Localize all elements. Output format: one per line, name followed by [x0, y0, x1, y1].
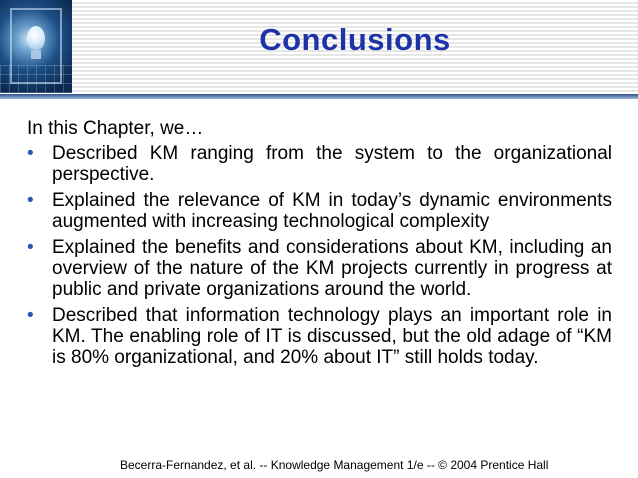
bullet-dot-icon: •: [27, 237, 34, 258]
intro-text: In this Chapter, we…: [27, 118, 204, 139]
bullet-dot-icon: •: [27, 190, 34, 211]
lightbulb-base-icon: [31, 50, 41, 59]
bullet-text: Explained the benefits and considerations about KM, including an overview of the nature of the KM projects currently in progress at public and private organizations around the world.: [52, 237, 612, 300]
bullet-dot-icon: •: [27, 305, 34, 326]
bullet-list: [27, 143, 612, 373]
bullet-text: Described that information technology plays an important role in KM. The enabling role of IT is discussed, but the old adage of “KM is 80% organizational, and 20% about IT” still holds today.: [52, 305, 612, 368]
bullet-text: Described KM ranging from the system to the organizational perspective.: [52, 143, 612, 185]
bullet-item: [27, 237, 612, 300]
bullet-dot-icon: •: [27, 143, 34, 164]
bullet-text: Explained the relevance of KM in today’s dynamic environments augmented with increasing technological complexity: [52, 190, 612, 232]
header-divider: [0, 94, 638, 99]
slide-title: Conclusions: [259, 22, 451, 57]
slide-footer: Becerra-Fernandez, et al. -- Knowledge Management 1/e -- © 2004 Prentice Hall: [120, 458, 549, 472]
lightbulb-logo-icon: [0, 0, 72, 93]
lightbulb-icon: [27, 26, 45, 50]
bullet-item: [27, 305, 612, 368]
bullet-item: [27, 190, 612, 232]
bullet-item: [27, 143, 612, 185]
